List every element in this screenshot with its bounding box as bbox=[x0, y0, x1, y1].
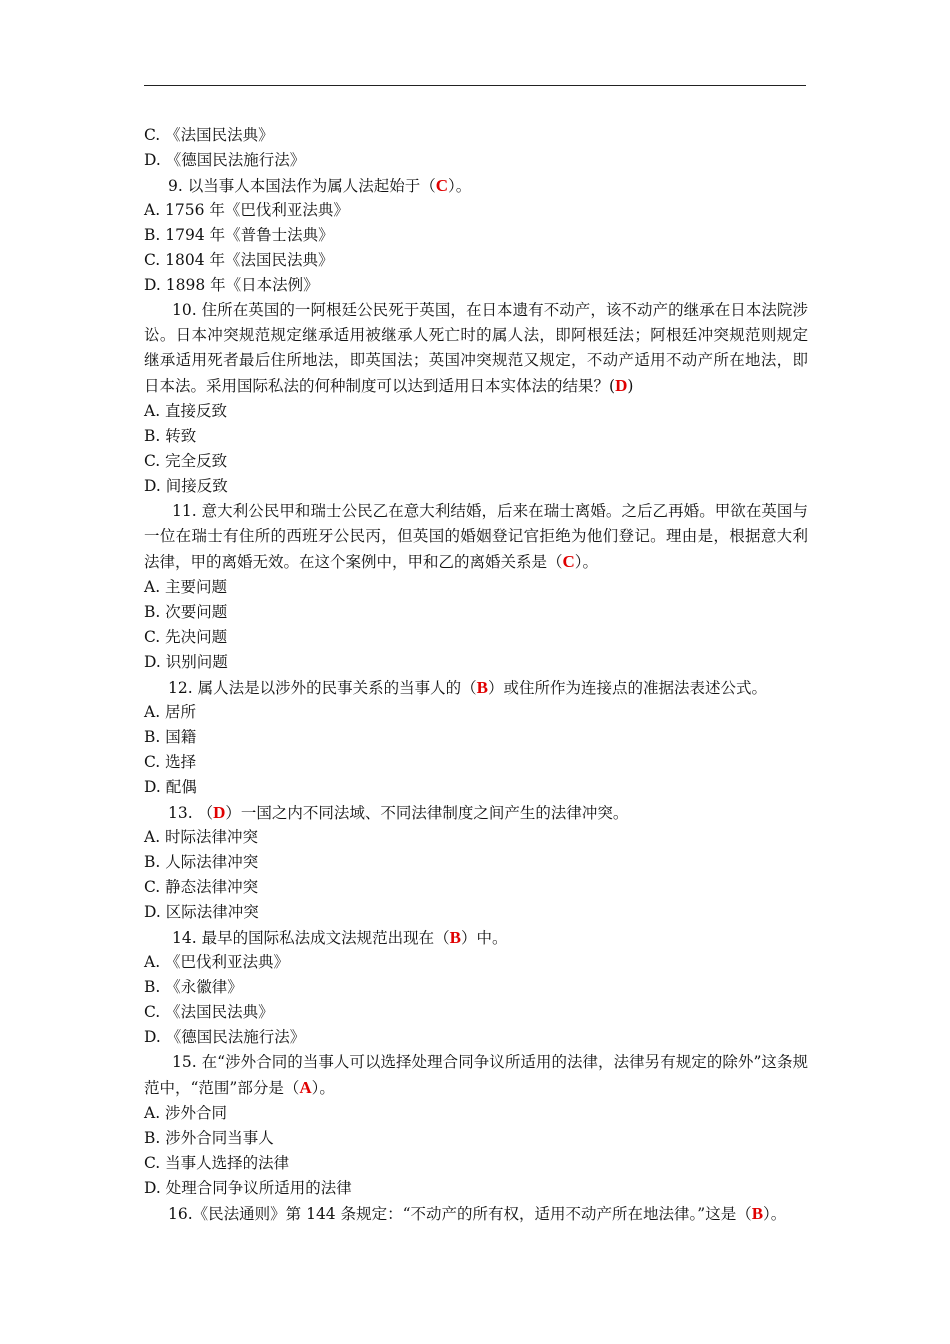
option-line: D. 处理合同争议所适用的法律 bbox=[144, 1179, 352, 1197]
option-line: B. 《永徽律》 bbox=[144, 978, 243, 996]
header-rule bbox=[144, 85, 806, 86]
answer-letter: D bbox=[213, 803, 226, 822]
option-line: C. 当事人选择的法律 bbox=[144, 1154, 290, 1172]
option-line: B. 涉外合同当事人 bbox=[144, 1129, 274, 1147]
question-text: 15. 在“涉外合同的当事人可以选择处理合同争议所适用的法律，法律另有规定的除外”这条规范中，“范围”部分是（ bbox=[144, 1053, 808, 1097]
question-text: ）或住所作为连接点的准据法表述公式。 bbox=[487, 679, 767, 697]
question-15 bbox=[144, 1050, 808, 1101]
document-body bbox=[144, 123, 808, 1226]
answer-letter: B bbox=[476, 678, 488, 697]
question-16 bbox=[144, 1201, 808, 1226]
option-line: D. 《德国民法施行法》 bbox=[144, 1028, 306, 1046]
question-10 bbox=[144, 298, 808, 399]
question-text: 12. 属人法是以涉外的民事关系的当事人的（ bbox=[168, 679, 477, 697]
option-line: D. 《德国民法施行法》 bbox=[144, 151, 306, 169]
option-line: B. 人际法律冲突 bbox=[144, 853, 259, 871]
answer-letter: D bbox=[615, 376, 628, 395]
option-line: C. 1804 年《法国民法典》 bbox=[144, 251, 334, 269]
option-line: D. 区际法律冲突 bbox=[144, 903, 259, 921]
question-text: 14. 最早的国际私法成文法规范出现在（ bbox=[172, 929, 450, 947]
question-text: 11. 意大利公民甲和瑞士公民乙在意大利结婚，后来在瑞士离婚。之后乙再婚。甲欲在英国与一位在瑞士有住所的西班牙公民丙，但英国的婚姻登记官拒绝为他们登记。理由是，根据意大利法律，甲的离婚无效。在这个案例中，甲和乙的离婚关系是（ bbox=[144, 502, 808, 571]
option-line: D. 识别问题 bbox=[144, 653, 228, 671]
option-line: B. 国籍 bbox=[144, 728, 197, 746]
option-line: B. 1794 年《普鲁士法典》 bbox=[144, 226, 334, 244]
option-line: C. 《法国民法典》 bbox=[144, 1003, 274, 1021]
option-line: A. 时际法律冲突 bbox=[144, 828, 259, 846]
option-line: A. 涉外合同 bbox=[144, 1104, 228, 1122]
question-text: ）。 bbox=[311, 1079, 335, 1097]
answer-letter: C bbox=[435, 176, 448, 195]
question-text: 10. 住所在英国的一阿根廷公民死于英国，在日本遗有不动产，该不动产的继承在日本法院涉讼。日本冲突规范规定继承适用被继承人死亡时的属人法，即阿根廷法；阿根廷冲突规范则规定继承适用死者最后住所地法，即英国法；英国冲突规范又规定，不动产适用不动产所在地法，即日本法。采用国际私法的何种制度可以达到适用日本实体法的结果？( bbox=[144, 301, 808, 395]
question-text: 16.《民法通则》第 144 条规定：“不动产的所有权，适用不动产所在地法律。”这是（ bbox=[168, 1205, 752, 1223]
question-14 bbox=[144, 925, 808, 950]
question-text: ）。 bbox=[574, 553, 599, 571]
answer-letter: C bbox=[562, 552, 575, 571]
option-line: D. 配偶 bbox=[144, 778, 197, 796]
option-line: A. 《巴伐利亚法典》 bbox=[144, 953, 290, 971]
question-9 bbox=[144, 173, 808, 198]
question-text: 9. 以当事人本国法作为属人法起始于（ bbox=[168, 177, 436, 195]
option-line: C. 先决问题 bbox=[144, 628, 228, 646]
option-line: D. 1898 年《日本法例》 bbox=[144, 276, 319, 294]
question-text: 13. （ bbox=[168, 804, 214, 822]
option-line: C. 静态法律冲突 bbox=[144, 878, 259, 896]
option-line: A. 1756 年《巴伐利亚法典》 bbox=[144, 201, 349, 219]
question-11 bbox=[144, 499, 808, 575]
question-text: ）。 bbox=[448, 177, 472, 195]
option-line: C. 完全反致 bbox=[144, 452, 228, 470]
question-text: ）。 bbox=[763, 1205, 787, 1223]
question-13 bbox=[144, 800, 808, 825]
answer-letter: B bbox=[449, 928, 461, 947]
question-12 bbox=[144, 675, 808, 700]
option-line: A. 居所 bbox=[144, 703, 197, 721]
option-line: C. 选择 bbox=[144, 753, 197, 771]
option-line: C. 《法国民法典》 bbox=[144, 126, 274, 144]
option-line: B. 转致 bbox=[144, 427, 197, 445]
option-line: D. 间接反致 bbox=[144, 477, 228, 495]
option-line: A. 直接反致 bbox=[144, 402, 228, 420]
option-line: B. 次要问题 bbox=[144, 603, 228, 621]
answer-letter: A bbox=[299, 1078, 312, 1097]
answer-letter: B bbox=[751, 1204, 764, 1223]
question-text: ) bbox=[627, 377, 634, 395]
option-line: A. 主要问题 bbox=[144, 578, 228, 596]
question-text: ）一国之内不同法域、不同法律制度之间产生的法律冲突。 bbox=[225, 804, 629, 822]
question-text: ）中。 bbox=[460, 929, 508, 947]
